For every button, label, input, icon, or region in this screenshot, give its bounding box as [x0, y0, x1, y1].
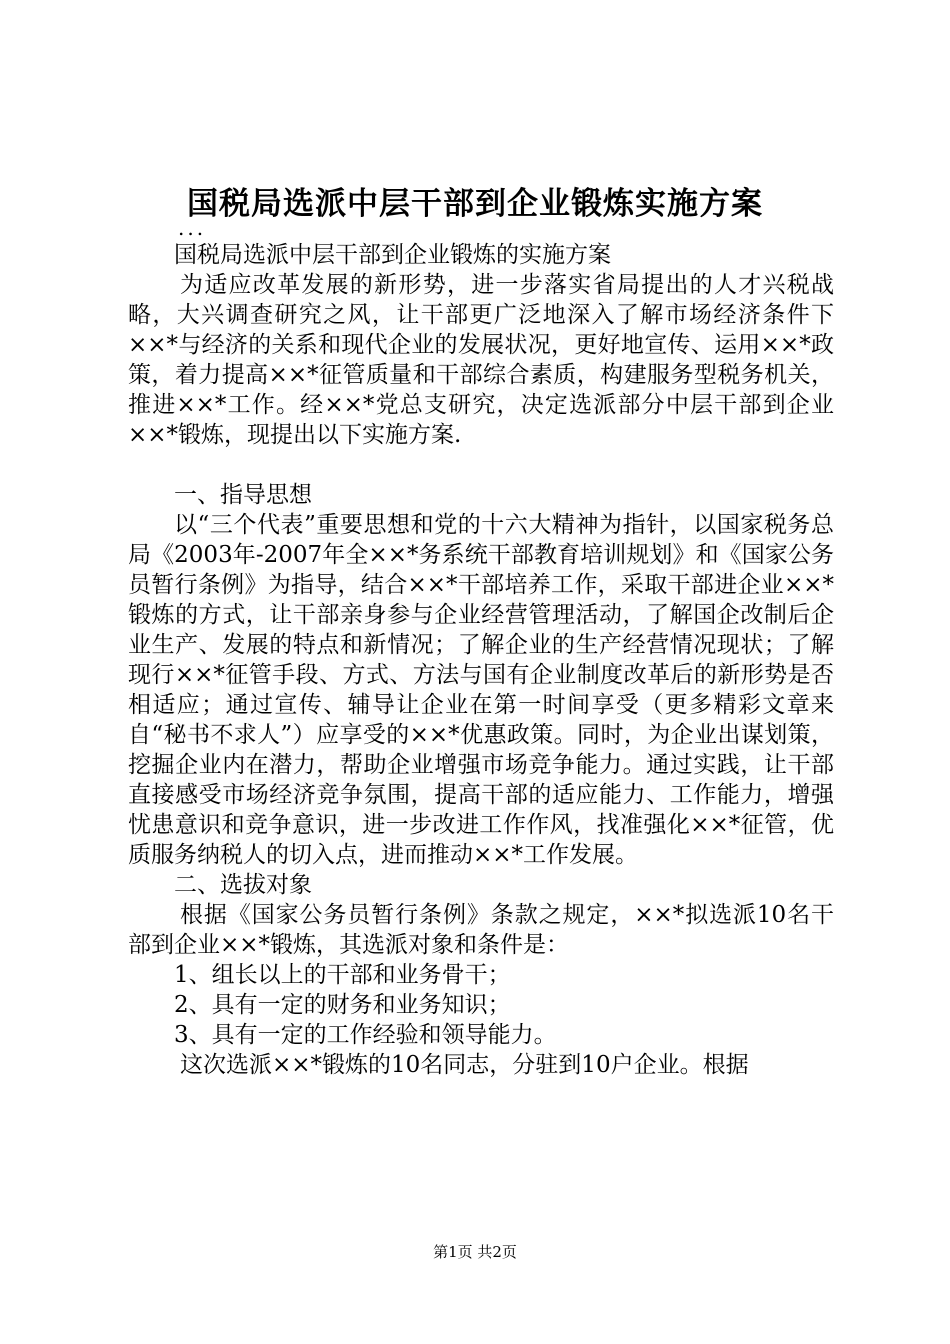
condition-item: 2、具有一定的财务和业务知识；	[174, 992, 511, 1018]
section-heading-guiding-thought: 一、指导思想	[174, 482, 312, 508]
condition-item: 3、具有一定的工作经验和领导能力。	[174, 1022, 557, 1048]
paragraph-spacer	[128, 450, 834, 480]
closing-paragraph: 这次选派××*锻炼的10名同志，分驻到10户企业。根据	[180, 1052, 749, 1078]
page-number-footer: 第1页 共2页	[433, 1243, 517, 1261]
ellipsis-marker: ...	[178, 216, 207, 240]
guiding-thought-paragraph: 以“三个代表”重要思想和党的十六大精神为指针，以国家税务总局《2003年-2007年全××*务系统干部教育培训规划》和《国家公务员暂行条例》为指导，结合××*干部培养工作，采取干部进企业××*锻炼的方式，让干部亲身参与企业经营管理活动，了解国企改制后企业生产、发展的特点和新情况；了解企业的生产经营情况现状；了解现行××*征管手段、方式、方法与国有企业制度改革后的新形势是否相适应；通过宣传、辅导让企业在第一时间享受（更多精彩文章来自“秘书不求人”）应享受的××*优惠政策。同时，为企业出谋划策，挖掘企业内在潜力，帮助企业增强市场竞争能力。通过实践，让干部直接感受市场经济竞争氛围，提高干部的适应能力、工作能力，增强忧患意识和竞争意识，进一步改进工作作风，找准强化××*征管，优质服务纳税人的切入点，进而推动××*工作发展。	[128, 512, 834, 868]
document-title: 国税局选派中层干部到企业锻炼实施方案	[187, 186, 763, 222]
selection-paragraph: 根据《国家公务员暂行条例》条款之规定，××*拟选派10名干部到企业××*锻炼，其选派对象和条件是：	[128, 902, 834, 958]
section-heading-selection-targets: 二、选拔对象	[174, 872, 312, 898]
intro-paragraph: 为适应改革发展的新形势，进一步落实省局提出的人才兴税战略，大兴调查研究之风，让干部更广泛地深入了解市场经济条件下××*与经济的关系和现代企业的发展状况，更好地宣传、运用××*政策，着力提高××*征管质量和干部综合素质，构建服务型税务机关，推进××*工作。经××*党总支研究，决定选派部分中层干部到企业××*锻炼，现提出以下实施方案.	[128, 272, 834, 448]
condition-item: 1、组长以上的干部和业务骨干；	[174, 962, 511, 988]
document-subtitle: 国税局选派中层干部到企业锻炼的实施方案	[174, 242, 611, 268]
document-body	[128, 240, 834, 1080]
